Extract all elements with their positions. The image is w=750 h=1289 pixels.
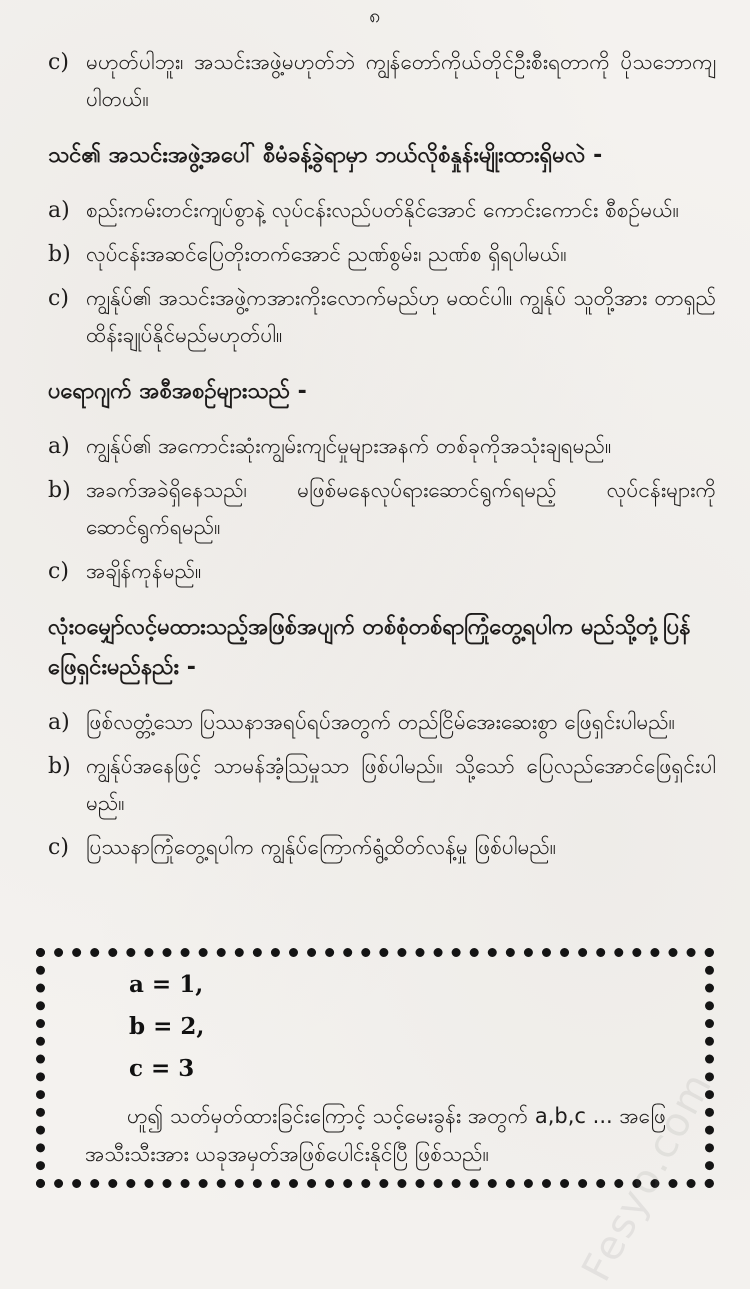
option-letter: a) <box>48 198 70 223</box>
option-letter: b) <box>48 754 71 779</box>
scoring-box <box>36 948 714 1188</box>
scoring-note: ဟူ၍ သတ်မှတ်ထားခြင်းကြောင့် သင့်မေးခွန်း အတွက် a,b,c ... အဖြေအသီးသီးအား ယခုအမှတ်အဖြစ်ပေါင်းနိုင်ပြီ ဖြစ်သည်။ <box>85 1104 666 1166</box>
option-letter: a) <box>48 434 70 459</box>
option-text: စည်းကမ်းတင်းကျပ်စွာနဲ့ လုပ်ငန်းလည်ပတ်နိုင်အောင် ကောင်းကောင်း စီစဉ်မယ်။ <box>86 198 679 222</box>
option-letter: c) <box>48 286 69 311</box>
answer-option <box>48 472 716 546</box>
option-text: အချိန်ကုန်မည်။ <box>86 559 202 583</box>
score-a: a = 1, <box>129 971 204 998</box>
question-heading: ပရောဂျက် အစီအစဉ်များသည် - <box>48 379 307 404</box>
answer-option <box>48 829 716 866</box>
answer-option <box>48 192 716 229</box>
answer-option <box>48 553 716 590</box>
answer-option <box>48 704 716 741</box>
answer-option <box>48 280 716 354</box>
answer-option <box>48 236 716 273</box>
page-content <box>48 44 716 873</box>
score-c: c = 3 <box>129 1055 195 1082</box>
option-letter: b) <box>48 478 71 503</box>
option-letter: c) <box>48 559 69 584</box>
question-heading: သင်၏ အသင်းအဖွဲ့အပေါ် စီမံခန့်ခွဲရာမှာ ဘယ်လိုစံနှုန်းမျိုးထားရှိမလဲ - <box>48 143 603 168</box>
option-text: ပြဿနာကြုံတွေ့ရပါက ကျွန်ုပ်ကြောက်ရွံ့ထိတ်လန့်မှု ဖြစ်ပါမည်။ <box>86 835 557 859</box>
option-text: လုပ်ငန်းအဆင်ပြေတိုးတက်အောင် ညဏ်စွမ်း၊ ညဏ်စ ရှိရပါမယ်။ <box>86 242 567 266</box>
watermark: Fesyo.com <box>573 1064 722 1289</box>
option-text: အခက်အခဲရှိနေသည်၊ မဖြစ်မနေလုပ်ရားဆောင်ရွက်ရမည့် လုပ်ငန်းများကို ဆောင်ရွက်ရမည်။ <box>86 478 716 539</box>
score-b: b = 2, <box>129 1013 205 1040</box>
answer-option <box>48 428 716 465</box>
page-number: ၈ <box>369 3 381 27</box>
option-letter: b) <box>48 242 71 267</box>
option-text: ကျွန်ုပ်အနေဖြင့် သာမန်အံ့သြမှုသာ ဖြစ်ပါမည်။ သို့သော် ပြေလည်အောင်ဖြေရှင်းပါမည်။ <box>86 754 716 815</box>
answer-option <box>48 748 716 822</box>
option-text: ဖြစ်လတ္တံ့သော ပြဿနာအရပ်ရပ်အတွက် တည်ငြိမ်အေးဆေးစွာ ဖြေရှင်းပါမည်။ <box>86 710 675 734</box>
option-letter: a) <box>48 710 70 735</box>
option-letter: c) <box>48 50 69 75</box>
answer-option <box>48 44 716 118</box>
question-heading: လုံးဝမျှော်လင့်မထားသည့်အဖြစ်အပျက် တစ်စုံတစ်ရာကြုံတွေ့ရပါက မည်သို့တုံ့ပြန်ဖြေရှင်းမည်နည်း - <box>48 615 691 680</box>
option-letter: c) <box>48 835 69 860</box>
option-text: ကျွန်ုပ်၏ အသင်းအဖွဲ့ကအားကိုးလောက်မည်ဟု မထင်ပါ။ ကျွန်ုပ် သူတို့အား တာရှည်ထိန်းချုပ်နိုင်မည်မဟုတ်ပါ။ <box>86 286 716 347</box>
option-text: ကျွန်ုပ်၏ အကောင်းဆုံးကျွမ်းကျင်မှုများအနက် တစ်ခုကိုအသုံးချရမည်။ <box>86 434 612 458</box>
option-text: မဟုတ်ပါဘူး၊ အသင်းအဖွဲ့မဟုတ်ဘဲ ကျွန်တော်ကိုယ်တိုင်ဦးစီးရတာကို ပိုသဘောကျပါတယ်။ <box>86 50 716 111</box>
